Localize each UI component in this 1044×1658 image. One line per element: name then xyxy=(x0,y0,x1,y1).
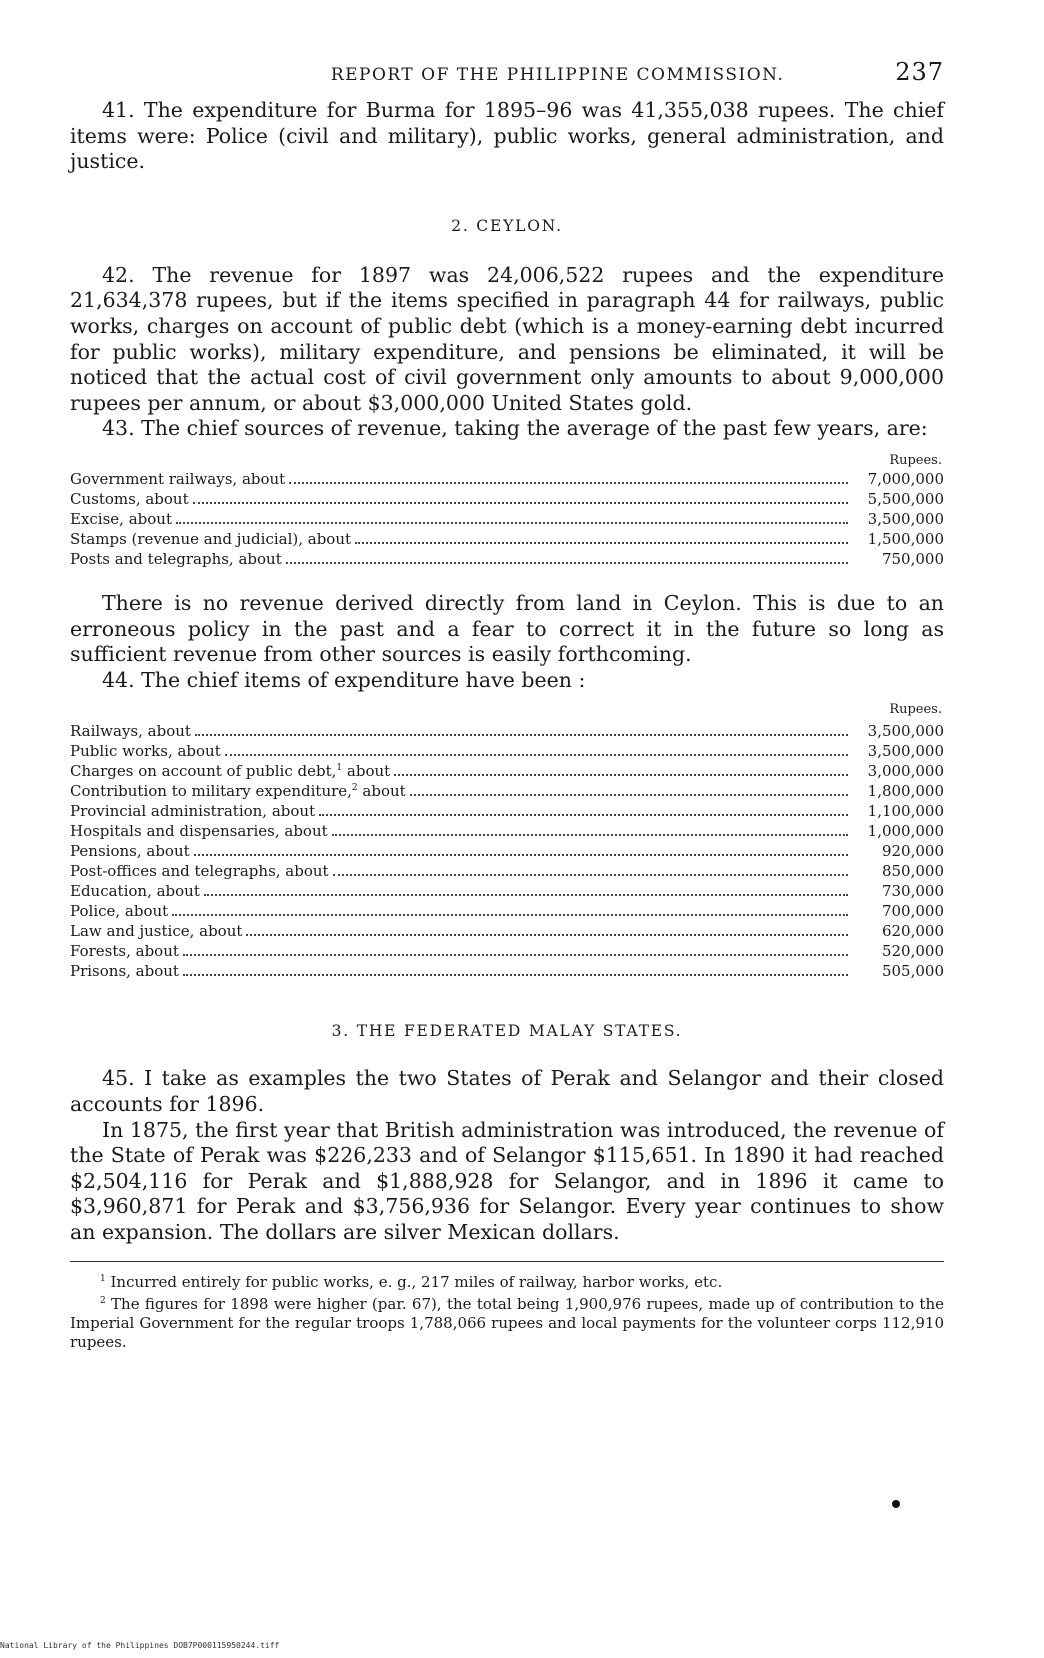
expenditure-label: Charges on account of public debt,$^1$ about xyxy=(70,762,391,781)
expenditure-value: 920,000 xyxy=(881,842,944,861)
expenditure-value: 1,100,000 xyxy=(867,802,944,821)
expenditure-row xyxy=(70,758,944,781)
expenditure-label: Railways, about xyxy=(70,722,191,741)
expenditure-value: 1,800,000 xyxy=(867,782,944,801)
running-title: REPORT OF THE PHILIPPINE COMMISSION. xyxy=(330,65,785,85)
expenditure-row xyxy=(70,838,944,861)
leader-dots xyxy=(204,894,848,896)
leader-dots xyxy=(183,974,848,976)
expenditure-value: 730,000 xyxy=(881,882,944,901)
expenditure-label: Contribution to military expenditure,$^2$ about xyxy=(70,782,406,801)
expenditure-value: 1,000,000 xyxy=(867,822,944,841)
expenditure-row xyxy=(70,798,944,821)
paragraph-41: 41. The expenditure for Burma for 1895–96 was 41,355,038 rupees. The chief items were: Police (civil and military), public works, general administration, and justice. xyxy=(70,98,944,174)
revenue-row xyxy=(70,529,944,549)
leader-dots xyxy=(332,834,848,836)
footnote-mark: 2 xyxy=(100,1296,106,1307)
expenditure-label: Public works, about xyxy=(70,742,221,761)
expenditure-row xyxy=(70,958,944,981)
expenditure-row xyxy=(70,818,944,841)
leader-dots xyxy=(172,914,848,916)
paragraph-42: 42. The revenue for 1897 was 24,006,522 rupees and the expenditure 21,634,378 rupees, but if the items specified in paragraph 44 for railways, public works, charges on account of public debt (which is a money-earning debt incurred for public works), military expenditure, and pensions be eliminated, it will be noticed that the actual cost of civil government only amounts to about 9,000,000 rupees per annum, or about $3,000,000 United States gold. xyxy=(70,262,944,415)
expenditure-row xyxy=(70,878,944,901)
expenditure-label: Prisons, about xyxy=(70,962,179,981)
footnotes xyxy=(70,1270,944,1352)
leader-dots xyxy=(246,934,848,936)
footnote-rule xyxy=(70,1261,944,1262)
expenditure-row xyxy=(70,738,944,761)
revenue-rows xyxy=(70,469,944,569)
expenditure-row xyxy=(70,898,944,921)
expenditure-row xyxy=(70,938,944,961)
leader-dots xyxy=(183,954,848,956)
expenditure-label: Pensions, about xyxy=(70,842,190,861)
revenue-row xyxy=(70,469,944,489)
page-header xyxy=(70,58,944,92)
expenditure-table xyxy=(70,701,944,981)
revenue-row xyxy=(70,549,944,569)
paragraph-1875: In 1875, the first year that British administration was introduced, the revenue of the State of Perak was $226,233 and of Selangor $115,651. In 1890 it had reached $2,504,116 for Perak and $1,888,928 for Selangor, and in 1896 it came to $3,960,871 for Perak and $3,756,936 for Selangor. Every year continues to show an expansion. The dollars are silver Mexican dollars. xyxy=(70,1117,944,1244)
leader-dots xyxy=(193,502,848,504)
revenue-value: 3,500,000 xyxy=(867,509,944,528)
expenditure-value: 3,000,000 xyxy=(867,762,944,781)
expenditure-row xyxy=(70,718,944,741)
revenue-label: Stamps (revenue and judicial), about xyxy=(70,529,352,548)
leader-dots xyxy=(194,854,848,856)
section-heading-malay-states: 3. THE FEDERATED MALAY STATES. xyxy=(331,1022,683,1041)
paragraph-44: 44. The chief items of expenditure have been : xyxy=(102,667,586,692)
expenditure-row xyxy=(70,778,944,801)
expenditure-row xyxy=(70,918,944,941)
revenue-label: Posts and telegraphs, about xyxy=(70,549,282,568)
expenditure-value: 505,000 xyxy=(881,962,944,981)
revenue-value: 750,000 xyxy=(881,549,944,568)
footnote-mark: 1 xyxy=(100,1274,106,1285)
paragraph-45: 45. I take as examples the two States of Perak and Selangor and their closed accounts for 1896. xyxy=(70,1066,944,1116)
expenditure-value: 3,500,000 xyxy=(867,722,944,741)
expenditure-label: Law and justice, about xyxy=(70,922,243,941)
footnote-1: $^1$ Incurred entirely for public works, e. g., 217 miles of railway, harbor works, etc. xyxy=(100,1273,723,1292)
revenue-label: Government railways, about xyxy=(70,469,286,488)
leader-dots xyxy=(333,874,848,876)
leader-dots xyxy=(195,734,848,736)
revenue-row xyxy=(70,489,944,509)
revenue-unit-label: Rupees. xyxy=(889,452,942,468)
page-number: 237 xyxy=(895,58,944,86)
leader-dots xyxy=(319,814,848,816)
leader-dots xyxy=(286,562,848,564)
revenue-table xyxy=(70,452,944,569)
expenditure-row xyxy=(70,858,944,881)
revenue-value: 1,500,000 xyxy=(867,529,944,548)
paragraph-land-revenue: There is no revenue derived directly from land in Ceylon. This is due to an erroneous policy in the past and a fear to correct it in the future so long as sufficient revenue from other sources is easily forthcoming. xyxy=(70,590,944,667)
leader-dots xyxy=(289,482,848,484)
expenditure-label: Education, about xyxy=(70,882,200,901)
expenditure-label: Hospitals and dispensaries, about xyxy=(70,822,328,841)
footnote-ref: 1 xyxy=(336,763,343,774)
expenditure-label: Provincial administration, about xyxy=(70,802,316,821)
expenditure-value: 520,000 xyxy=(881,942,944,961)
revenue-value: 5,500,000 xyxy=(867,489,944,508)
leader-dots xyxy=(225,754,848,756)
revenue-label: Excise, about xyxy=(70,509,172,528)
expenditure-value: 620,000 xyxy=(881,922,944,941)
footnote-ref: 2 xyxy=(351,783,358,794)
scan-footer: National Library of the Philippines DOB7P000115950244.tiff xyxy=(0,1641,280,1650)
revenue-value: 7,000,000 xyxy=(867,469,944,488)
leader-dots xyxy=(394,774,848,776)
expenditure-rows xyxy=(70,718,944,981)
expenditure-value: 3,500,000 xyxy=(867,742,944,761)
expenditure-label: Police, about xyxy=(70,902,169,921)
leader-dots xyxy=(176,522,848,524)
expenditure-value: 850,000 xyxy=(881,862,944,881)
expenditure-label: Forests, about xyxy=(70,942,179,961)
footnote-2: $^2$ The figures for 1898 were higher (par. 67), the total being 1,900,976 rupees, made up of contribution to the Imperial Government for the regular troops 1,788,066 rupees and local payments for the volunteer corps 112,910 rupees. xyxy=(70,1295,944,1352)
expenditure-value: 700,000 xyxy=(881,902,944,921)
document-page xyxy=(70,58,944,1352)
revenue-label: Customs, about xyxy=(70,489,189,508)
paragraph-43: 43. The chief sources of revenue, taking the average of the past few years, are: xyxy=(102,416,928,441)
printed-dot-mark xyxy=(892,1500,900,1508)
leader-dots xyxy=(355,542,848,544)
expenditure-label: Post-offices and telegraphs, about xyxy=(70,862,329,881)
revenue-row xyxy=(70,509,944,529)
expenditure-unit-label: Rupees. xyxy=(889,702,942,718)
leader-dots xyxy=(410,794,848,796)
section-heading-ceylon: 2. CEYLON. xyxy=(451,216,563,235)
